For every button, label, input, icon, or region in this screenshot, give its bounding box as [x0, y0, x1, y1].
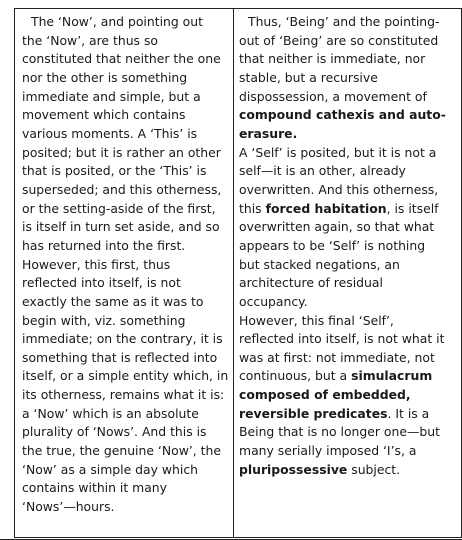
right-line: architecture of residual	[239, 275, 383, 291]
left-line: itself, or a simple entity which, in	[22, 368, 229, 384]
left-line: contains within it many	[22, 480, 167, 496]
left-line: The ‘Now’, and pointing out	[31, 14, 203, 29]
text-fragment: continuous, but a	[239, 368, 352, 384]
left-line: various moments. A ‘This’ is	[22, 125, 198, 141]
left-line: movement which contains	[22, 107, 186, 123]
right-line	[239, 461, 457, 480]
left-line: ‘Now’ as a simple day which	[22, 461, 198, 477]
right-line: reflected into itself, is not what it	[239, 331, 445, 347]
left-line: something that is reflected into	[22, 349, 218, 365]
bold-phrase: reversible predicates	[239, 405, 388, 421]
left-line: nor the other is something	[22, 69, 188, 85]
right-line: However, this final ‘Self’,	[239, 312, 394, 328]
right-line	[239, 367, 457, 386]
right-line: occupancy.	[239, 293, 308, 309]
right-line: self—it is an other, already	[239, 163, 406, 179]
left-line: However, this first, thus	[22, 256, 171, 272]
right-column-rewritten-text	[234, 9, 461, 537]
right-line: stable, but a recursive	[239, 69, 378, 85]
left-line: plurality of ‘Nows’. And this is	[22, 424, 207, 440]
left-line: immediate and simple, but a	[22, 88, 201, 104]
right-line: but stacked negations, an	[239, 256, 400, 272]
left-line: begin with, viz. something	[22, 312, 186, 328]
left-line: ‘Nows’—hours.	[22, 499, 115, 515]
text-fragment: , is itself	[386, 200, 439, 216]
right-line: Being that is no longer one—but	[239, 424, 440, 440]
bold-phrase: forced habitation	[265, 200, 387, 216]
right-line: many serially imposed ‘I’s, a	[239, 443, 417, 459]
left-line: its otherness, remains what it is:	[22, 387, 225, 403]
left-line: posited; but it is rather an other	[22, 144, 221, 160]
text-fragment: subject.	[347, 461, 401, 477]
bold-phrase: erasure.	[239, 125, 298, 141]
left-line: is itself in turn set aside, and so	[22, 219, 220, 235]
bold-phrase: simulacrum	[351, 368, 433, 384]
right-line	[239, 200, 457, 219]
right-line	[239, 386, 457, 405]
right-line: was at first: not immediate, not	[239, 349, 435, 365]
right-line	[239, 106, 457, 125]
left-line: or the setting-aside of the first,	[22, 200, 216, 216]
left-line: the true, the genuine ‘Now’, the	[22, 443, 221, 459]
right-line: out of ‘Being’ are so constituted	[239, 32, 439, 48]
bold-phrase: compound cathexis and auto-	[239, 107, 446, 123]
right-line: overwritten. And this otherness,	[239, 181, 439, 197]
right-line	[239, 405, 457, 424]
left-line: constituted that neither the one	[22, 51, 221, 67]
left-line: has returned into the first.	[22, 237, 186, 253]
text-fragment: this	[239, 200, 266, 216]
left-line: exactly the same as it was to	[22, 293, 204, 309]
right-line	[239, 125, 457, 144]
left-line: a ‘Now’ which is an absolute	[22, 405, 199, 421]
right-line: A ‘Self’ is posited, but it is not a	[239, 144, 437, 160]
right-line: dispossession, a movement of	[239, 88, 427, 104]
left-line: immediate; on the contrary, it is	[22, 331, 223, 347]
bold-phrase: composed of embedded,	[239, 387, 411, 403]
right-line: that neither is immediate, nor	[239, 51, 426, 67]
text-fragment: . It is a	[387, 405, 430, 421]
right-line: appears to be ‘Self’ is nothing	[239, 237, 426, 253]
comparison-table	[14, 8, 462, 538]
left-line: that is posited, or the ‘This’ is	[22, 163, 207, 179]
left-column-original-text	[15, 9, 234, 537]
bold-phrase: pluripossessive	[239, 461, 348, 477]
right-line: overwritten again, so that what	[239, 219, 435, 235]
left-line: reflected into itself, is not	[22, 275, 181, 291]
right-line: Thus, ‘Being’ and the pointing-	[248, 14, 440, 29]
left-line: superseded; and this otherness,	[22, 181, 222, 197]
left-line: the ‘Now’, are thus so	[22, 32, 158, 48]
